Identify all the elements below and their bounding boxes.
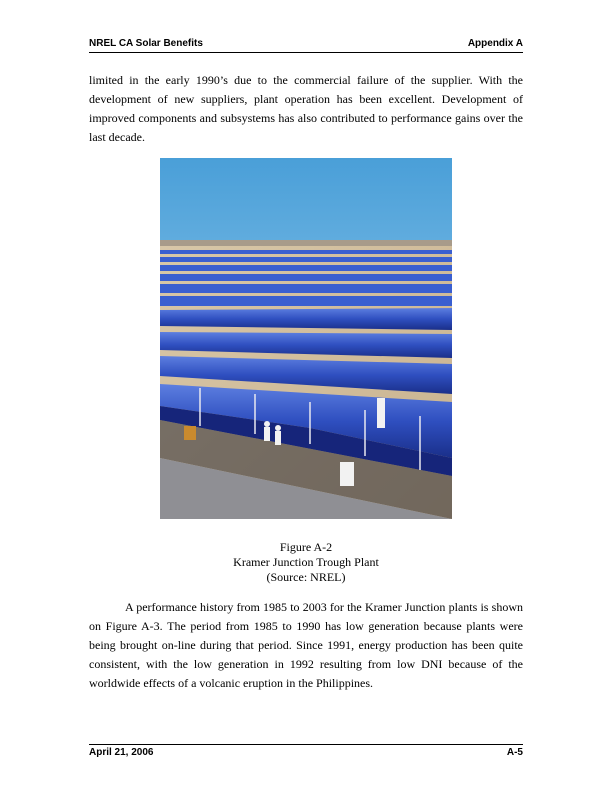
solar-trough-photo xyxy=(160,158,452,519)
footer-date: April 21, 2006 xyxy=(89,747,154,758)
header-section: Appendix A xyxy=(467,38,523,49)
figure-source: (Source: NREL) xyxy=(266,570,346,584)
page-footer xyxy=(89,744,523,761)
footer-page-number: A-5 xyxy=(506,747,523,758)
page-header xyxy=(89,37,523,53)
body-paragraph-2: A performance history from 1985 to 2003 for the Kramer Junction plants is shown on Figure A-3. The period from 1985 to 1990 has low generation because plants were being brought on-line during that period. Since 1991, energy production has been quite consistent, with the low generation in 1992 resulting from low DNI because of the worldwide effects of a volcanic eruption in the Philippines. xyxy=(89,600,523,690)
figure-number: Figure A-2 xyxy=(279,540,333,554)
body-paragraph-1: limited in the early 1990’s due to the commercial failure of the supplier. With the development of new suppliers, plant operation has been excellent. Development of improved components and subsystems has also contributed to performance gains over the last decade. xyxy=(89,73,523,144)
figure-title: Kramer Junction Trough Plant xyxy=(233,555,379,569)
header-title: NREL CA Solar Benefits xyxy=(89,38,203,49)
figure-caption xyxy=(89,540,523,585)
